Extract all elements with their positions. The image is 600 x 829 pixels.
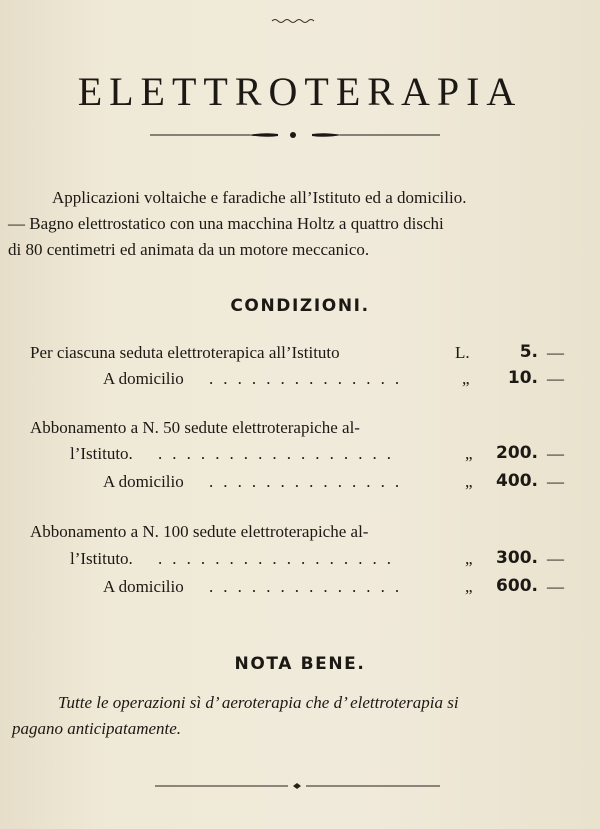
ditto-mark: „ [465,444,473,463]
intro-line-1: Applicazioni voltaiche e faradiche all’Istituto ed a domicilio. [52,188,467,207]
ditto-mark: „ [465,577,473,596]
price-dash: — [547,577,564,596]
currency-unit: L. [455,343,470,362]
price-row-label: l’Istituto. [70,444,133,463]
price-amount: 200. [496,443,538,463]
price-row [0,522,600,548]
leader-dots: . . . . . . . . . . . . . . . . . [158,549,394,568]
price-row [0,549,600,575]
title-rule-ornament [150,128,440,142]
top-ornament [271,18,317,24]
nota-bene-heading: NOTA BENE. [234,654,366,674]
price-amount: 600. [496,576,538,596]
price-amount: 10. [507,368,538,388]
nota-bene-text [12,690,592,742]
price-row-label: A domicilio [103,472,184,491]
price-row [0,472,600,498]
price-amount: 300. [496,548,538,568]
page-title: ELETTROTERAPIA [77,69,523,114]
bottom-ornament [155,782,440,790]
intro-line-2: — Bagno elettrostatico con una macchina Holtz a quattro dischi [8,214,444,233]
ditto-mark: „ [465,472,473,491]
price-row-label: A domicilio [103,577,184,596]
price-row-label: Abbonamento a N. 50 sedute elettroterapiche al- [30,418,360,437]
leader-dots: . . . . . . . . . . . . . . [209,577,403,596]
price-row-label: l’Istituto. [70,549,133,568]
intro-line-3: di 80 centimetri ed animata da un motore meccanico. [8,240,370,259]
ditto-mark: „ [462,369,470,388]
nota-line-1: Tutte le operazioni sì d’ aeroterapia che d’ elettroterapia si [58,693,459,712]
price-row [0,369,600,395]
leader-dots: . . . . . . . . . . . . . . [209,472,403,491]
price-dash: — [547,343,564,362]
price-row-label: Per ciascuna seduta elettroterapica all’Istituto [30,343,340,362]
conditions-heading: CONDIZIONI. [230,296,370,316]
nota-line-2: pagano anticipatamente. [12,719,182,738]
price-amount: 5. [519,342,538,362]
price-dash: — [547,444,564,463]
price-row-label: A domicilio [103,369,184,388]
price-dash: — [547,549,564,568]
price-row [0,418,600,444]
price-row-label: Abbonamento a N. 100 sedute elettroterapiche al- [30,522,369,541]
price-dash: — [547,369,564,388]
intro-paragraph [8,185,588,263]
leader-dots: . . . . . . . . . . . . . . [209,369,403,388]
ditto-mark: „ [465,549,473,568]
price-row [0,444,600,470]
price-amount: 400. [496,471,538,491]
price-row [0,343,600,369]
price-dash: — [547,472,564,491]
leader-dots: . . . . . . . . . . . . . . . . . [158,444,394,463]
price-row [0,577,600,603]
